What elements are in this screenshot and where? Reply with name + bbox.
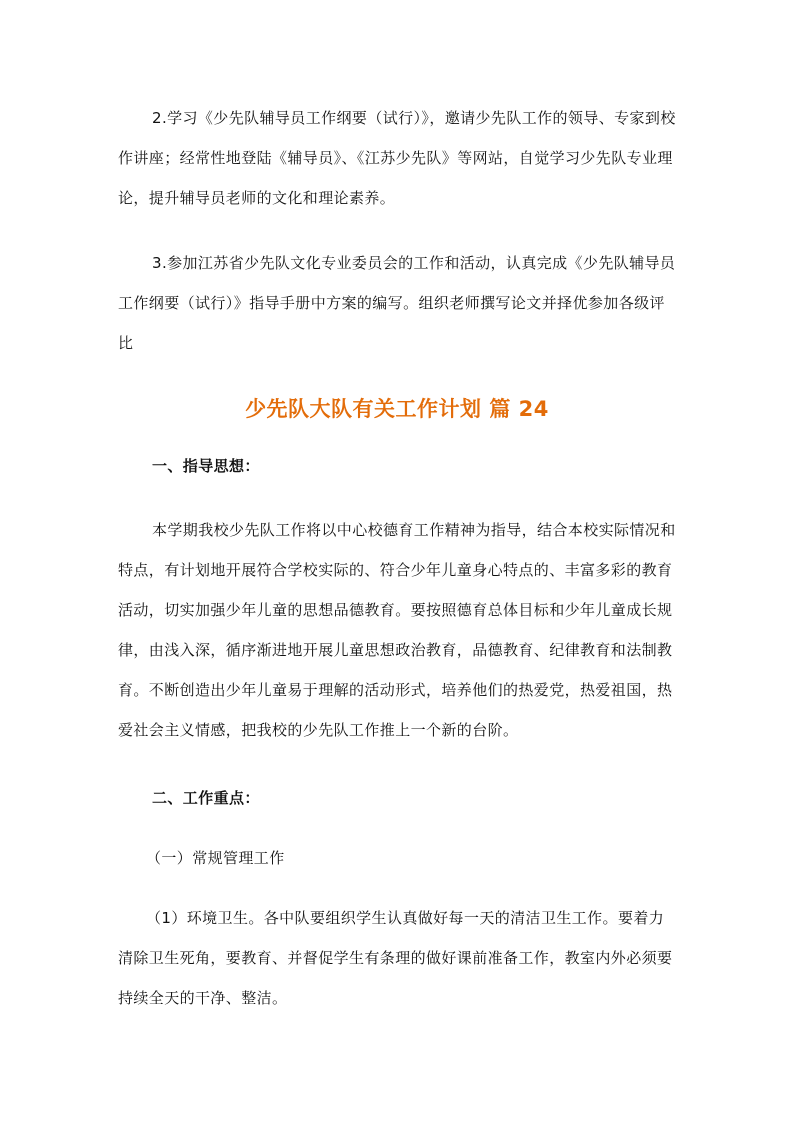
paragraph-join-committee: 3.参加江苏省少先队文化专业委员会的工作和活动，认真完成《少先队辅导员工作纲要（试行）》指导手册中方案的编写。组织老师撰写论文并择优参加各级评比 xyxy=(118,254,676,352)
heading-guiding-ideology: 一、指导思想： xyxy=(152,457,260,475)
heading-work-focus: 二、工作重点： xyxy=(152,789,260,807)
subheading-routine-management: （一）常规管理工作 xyxy=(146,849,285,867)
section-title: 少先队大队有关工作计划 篇 24 xyxy=(245,397,549,421)
paragraph-environment-hygiene: （1）环境卫生。各中队要组织学生认真做好每一天的清洁卫生工作。要着力清除卫生死角，要教育、并督促学生有条理的做好课前准备工作，教室内外必须要持续全天的干净、整洁。 xyxy=(118,909,673,1007)
paragraph-study-outline: 2.学习《少先队辅导员工作纲要（试行）》，邀请少先队工作的领导、专家到校作讲座；经常性地登陆《辅导员》、《江苏少先队》等网站，自觉学习少先队专业理论，提升辅导员老师的文化和理论素养。 xyxy=(118,109,676,207)
paragraph-guiding-ideology: 本学期我校少先队工作将以中心校德育工作精神为指导，结合本校实际情况和特点，有计划地开展符合学校实际的、符合少年儿童身心特点的、丰富多彩的教育活动，切实加强少年儿童的思想品德教育。要按照德育总体目标和少年儿童成长规律，由浅入深，循序渐进地开展儿童思想政治教育，品德教育、纪律教育和法制教育。不断创造出少年儿童易于理解的活动形式，培养他们的热爱党，热爱祖国，热爱社会主义情感，把我校的少先队工作推上一个新的台阶。 xyxy=(118,521,676,739)
